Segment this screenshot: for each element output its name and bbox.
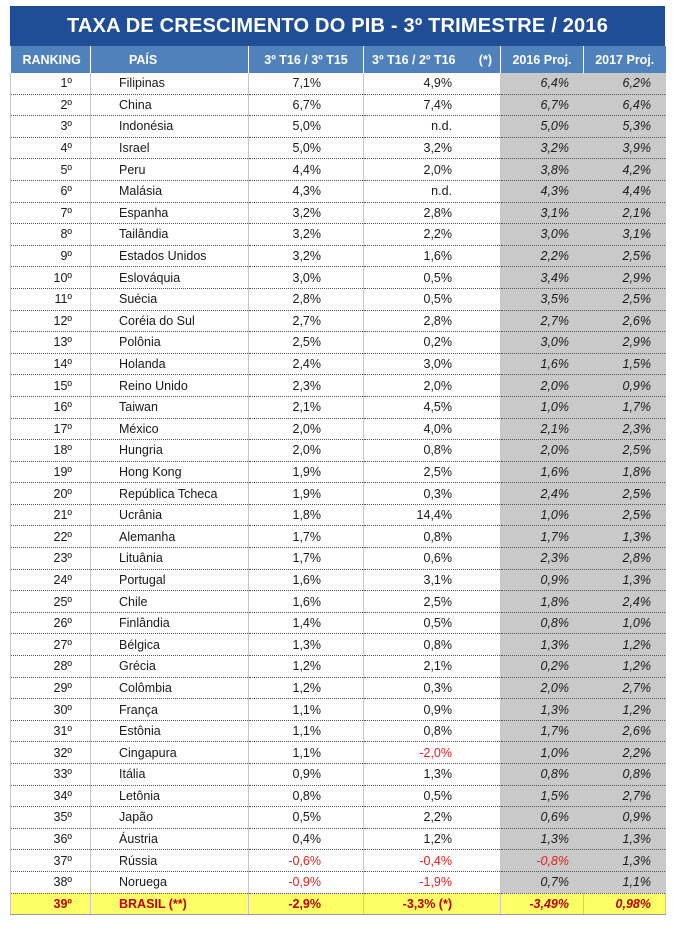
rank-cell: 37º [11,850,91,872]
country-cell: Bélgica [91,634,249,656]
country-cell: Finlândia [91,612,249,634]
yoy-cell: -0,6% [249,850,364,872]
qoq-cell: 14,4% [364,504,501,526]
yoy-cell: 1,9% [249,483,364,505]
table-row [11,807,666,829]
country-cell: Rússia [91,850,249,872]
proj-2017-cell: 2,1% [584,202,666,224]
proj-2016-cell: 3,1% [501,202,584,224]
table-row [11,159,666,181]
proj-2016-cell: 6,4% [501,73,584,94]
proj-2017-cell: 2,5% [584,504,666,526]
rank-cell: 22º [11,526,91,548]
yoy-cell: 3,0% [249,267,364,289]
proj-2016-cell: 0,9% [501,569,584,591]
country-cell: Alemanha [91,526,249,548]
table-row [11,764,666,786]
proj-2017-cell: 2,7% [584,785,666,807]
rank-cell: 30º [11,699,91,721]
proj-2017-cell: 4,4% [584,180,666,202]
table-row [11,332,666,354]
table-row [11,677,666,699]
rank-cell: 2º [11,94,91,116]
proj-2017-cell: 6,4% [584,94,666,116]
header-proj-2016: 2016 Proj. [501,46,584,73]
rank-cell: 21º [11,504,91,526]
qoq-cell: 1,2% [364,828,501,850]
yoy-cell: 6,7% [249,94,364,116]
country-cell: Eslováquia [91,267,249,289]
qoq-cell: 0,3% [364,483,501,505]
proj-2016-cell: 2,2% [501,245,584,267]
qoq-cell: 0,6% [364,548,501,570]
rank-cell: 25º [11,591,91,613]
qoq-cell: -3,3% (*) [364,893,501,915]
rank-cell: 36º [11,828,91,850]
proj-2017-cell: 1,7% [584,396,666,418]
qoq-cell: 1,3% [364,764,501,786]
qoq-cell: 4,0% [364,418,501,440]
qoq-cell: 2,1% [364,656,501,678]
table-row [11,612,666,634]
country-cell: Lituânia [91,548,249,570]
qoq-cell: 0,5% [364,612,501,634]
yoy-cell: 5,0% [249,116,364,138]
table-body [11,73,666,915]
country-cell: Suécia [91,288,249,310]
table-row [11,375,666,397]
proj-2017-cell: 5,3% [584,116,666,138]
proj-2017-cell: 2,7% [584,677,666,699]
proj-2017-cell: 2,5% [584,288,666,310]
proj-2016-cell: 0,8% [501,612,584,634]
table-row [11,483,666,505]
table-row [11,504,666,526]
proj-2017-cell: 3,9% [584,137,666,159]
rank-cell: 33º [11,764,91,786]
yoy-cell: 0,5% [249,807,364,829]
rank-cell: 28º [11,656,91,678]
rank-cell: 16º [11,396,91,418]
table-row [11,440,666,462]
proj-2016-cell: 3,2% [501,137,584,159]
country-cell: Coréia do Sul [91,310,249,332]
yoy-cell: 1,2% [249,656,364,678]
proj-2016-cell: 1,6% [501,461,584,483]
rank-cell: 3º [11,116,91,138]
country-cell: Israel [91,137,249,159]
qoq-cell: n.d. [364,116,501,138]
yoy-cell: -0,9% [249,871,364,893]
qoq-cell: 2,8% [364,310,501,332]
yoy-cell: 2,7% [249,310,364,332]
qoq-cell: n.d. [364,180,501,202]
yoy-cell: 7,1% [249,73,364,94]
country-cell: Ucrânia [91,504,249,526]
header-row [11,46,666,73]
proj-2017-cell: 0,9% [584,375,666,397]
table-row [11,245,666,267]
proj-2017-cell: 1,2% [584,656,666,678]
yoy-cell: 2,5% [249,332,364,354]
yoy-cell: 1,2% [249,677,364,699]
yoy-cell: 1,3% [249,634,364,656]
header-yoy: 3º T16 / 3º T15 [249,46,364,73]
yoy-cell: 3,2% [249,245,364,267]
yoy-cell: 1,1% [249,742,364,764]
yoy-cell: 1,7% [249,526,364,548]
country-cell: Estônia [91,720,249,742]
rank-cell: 7º [11,202,91,224]
proj-2017-cell: 2,4% [584,591,666,613]
gdp-ranking-table [10,46,666,915]
yoy-cell: 1,8% [249,504,364,526]
rank-cell: 8º [11,224,91,246]
yoy-cell: 3,2% [249,224,364,246]
country-cell: Estados Unidos [91,245,249,267]
qoq-cell: 0,5% [364,785,501,807]
yoy-cell: -2,9% [249,893,364,915]
country-cell: França [91,699,249,721]
yoy-cell: 1,9% [249,461,364,483]
proj-2017-cell: 1,2% [584,699,666,721]
proj-2017-cell: 2,6% [584,720,666,742]
qoq-cell: 2,8% [364,202,501,224]
proj-2017-cell: 0,98% [584,893,666,915]
table-row [11,180,666,202]
rank-cell: 18º [11,440,91,462]
table-row [11,634,666,656]
rank-cell: 6º [11,180,91,202]
proj-2017-cell: 1,0% [584,612,666,634]
qoq-cell: 0,8% [364,440,501,462]
rank-cell: 39º [11,893,91,915]
qoq-cell: 0,3% [364,677,501,699]
proj-2016-cell: 2,7% [501,310,584,332]
qoq-cell: 3,1% [364,569,501,591]
yoy-cell: 1,6% [249,591,364,613]
yoy-cell: 2,0% [249,440,364,462]
rank-cell: 35º [11,807,91,829]
country-cell: Hungria [91,440,249,462]
proj-2017-cell: 2,5% [584,245,666,267]
table-row [11,461,666,483]
proj-2017-cell: 2,6% [584,310,666,332]
qoq-cell: 2,5% [364,461,501,483]
proj-2017-cell: 4,2% [584,159,666,181]
proj-2017-cell: 2,3% [584,418,666,440]
qoq-cell: 0,2% [364,332,501,354]
proj-2017-cell: 6,2% [584,73,666,94]
country-cell: Colômbia [91,677,249,699]
country-cell: Itália [91,764,249,786]
yoy-cell: 1,4% [249,612,364,634]
country-cell: Indonésia [91,116,249,138]
table-row [11,116,666,138]
proj-2016-cell: -0,8% [501,850,584,872]
proj-2016-cell: 2,0% [501,677,584,699]
table-row [11,785,666,807]
country-cell: República Tcheca [91,483,249,505]
country-cell: Chile [91,591,249,613]
proj-2017-cell: 0,9% [584,807,666,829]
table-row [11,73,666,94]
country-cell: México [91,418,249,440]
rank-cell: 14º [11,353,91,375]
proj-2016-cell: 2,4% [501,483,584,505]
rank-cell: 5º [11,159,91,181]
proj-2017-cell: 3,1% [584,224,666,246]
table-row [11,202,666,224]
rank-cell: 29º [11,677,91,699]
proj-2016-cell: 0,2% [501,656,584,678]
table-row [11,353,666,375]
proj-2016-cell: 1,5% [501,785,584,807]
country-cell: Tailândia [91,224,249,246]
proj-2016-cell: 0,8% [501,764,584,786]
proj-2017-cell: 0,8% [584,764,666,786]
yoy-cell: 2,0% [249,418,364,440]
qoq-cell: 2,0% [364,375,501,397]
proj-2017-cell: 1,3% [584,569,666,591]
proj-2017-cell: 1,1% [584,871,666,893]
yoy-cell: 5,0% [249,137,364,159]
country-cell: Reino Unido [91,375,249,397]
yoy-cell: 2,1% [249,396,364,418]
header-pais: PAÍS [91,46,249,73]
qoq-cell: 7,4% [364,94,501,116]
qoq-cell: 2,2% [364,224,501,246]
table-row [11,591,666,613]
proj-2017-cell: 2,5% [584,440,666,462]
rank-cell: 20º [11,483,91,505]
rank-cell: 24º [11,569,91,591]
yoy-cell: 2,4% [249,353,364,375]
table-row [11,656,666,678]
proj-2016-cell: 3,8% [501,159,584,181]
rank-cell: 11º [11,288,91,310]
country-cell: Noruega [91,871,249,893]
qoq-cell: -0,4% [364,850,501,872]
proj-2017-cell: 2,2% [584,742,666,764]
proj-2016-cell: 1,0% [501,504,584,526]
rank-cell: 12º [11,310,91,332]
country-cell: Taiwan [91,396,249,418]
gdp-growth-table-panel [10,6,665,915]
proj-2016-cell: 2,0% [501,440,584,462]
yoy-cell: 0,4% [249,828,364,850]
qoq-cell: 0,8% [364,720,501,742]
yoy-cell: 2,8% [249,288,364,310]
yoy-cell: 1,7% [249,548,364,570]
rank-cell: 34º [11,785,91,807]
rank-cell: 10º [11,267,91,289]
qoq-cell: 4,5% [364,396,501,418]
qoq-cell: 3,2% [364,137,501,159]
yoy-cell: 4,4% [249,159,364,181]
rank-cell: 4º [11,137,91,159]
header-qoq-note: (*) [478,52,492,67]
rank-cell: 32º [11,742,91,764]
proj-2016-cell: 3,4% [501,267,584,289]
yoy-cell: 3,2% [249,202,364,224]
country-cell: Hong Kong [91,461,249,483]
proj-2017-cell: 1,3% [584,850,666,872]
proj-2016-cell: 1,0% [501,742,584,764]
qoq-cell: 3,0% [364,353,501,375]
table-row [11,288,666,310]
country-cell: Áustria [91,828,249,850]
table-row [11,828,666,850]
proj-2017-cell: 1,5% [584,353,666,375]
qoq-cell: -1,9% [364,871,501,893]
qoq-cell: -2,0% [364,742,501,764]
country-cell: Cingapura [91,742,249,764]
proj-2016-cell: 1,7% [501,720,584,742]
proj-2016-cell: 3,0% [501,332,584,354]
rank-cell: 15º [11,375,91,397]
proj-2016-cell: -3,49% [501,893,584,915]
country-cell: Portugal [91,569,249,591]
proj-2016-cell: 1,0% [501,396,584,418]
proj-2016-cell: 1,3% [501,699,584,721]
proj-2017-cell: 2,9% [584,267,666,289]
yoy-cell: 2,3% [249,375,364,397]
proj-2016-cell: 1,3% [501,828,584,850]
qoq-cell: 4,9% [364,73,501,94]
rank-cell: 38º [11,871,91,893]
qoq-cell: 0,5% [364,288,501,310]
rank-cell: 27º [11,634,91,656]
table-row [11,850,666,872]
qoq-cell: 0,9% [364,699,501,721]
rank-cell: 19º [11,461,91,483]
qoq-cell: 2,5% [364,591,501,613]
country-cell: Holanda [91,353,249,375]
header-qoq-label: 3º T16 / 2º T16 [372,52,456,67]
qoq-cell: 0,5% [364,267,501,289]
rank-cell: 31º [11,720,91,742]
table-row [11,418,666,440]
proj-2017-cell: 2,5% [584,483,666,505]
proj-2016-cell: 1,8% [501,591,584,613]
header-ranking: RANKING [11,46,91,73]
proj-2017-cell: 2,9% [584,332,666,354]
country-cell: Malásia [91,180,249,202]
proj-2017-cell: 1,2% [584,634,666,656]
rank-cell: 23º [11,548,91,570]
table-row [11,267,666,289]
qoq-cell: 2,2% [364,807,501,829]
proj-2016-cell: 5,0% [501,116,584,138]
country-cell: Japão [91,807,249,829]
table-title: TAXA DE CRESCIMENTO DO PIB - 3º TRIMESTRE / 2016 [10,6,665,46]
proj-2016-cell: 0,7% [501,871,584,893]
table-row [11,699,666,721]
table-row [11,310,666,332]
header-proj-2017: 2017 Proj. [584,46,666,73]
proj-2017-cell: 2,8% [584,548,666,570]
yoy-cell: 0,8% [249,785,364,807]
proj-2016-cell: 4,3% [501,180,584,202]
header-qoq [364,46,501,73]
country-cell: Letônia [91,785,249,807]
rank-cell: 26º [11,612,91,634]
table-row [11,548,666,570]
yoy-cell: 4,3% [249,180,364,202]
qoq-cell: 0,8% [364,634,501,656]
country-cell: Peru [91,159,249,181]
country-cell: Espanha [91,202,249,224]
country-cell: Polônia [91,332,249,354]
proj-2017-cell: 1,3% [584,828,666,850]
qoq-cell: 2,0% [364,159,501,181]
rank-cell: 17º [11,418,91,440]
rank-cell: 13º [11,332,91,354]
table-row [11,526,666,548]
table-row [11,224,666,246]
yoy-cell: 0,9% [249,764,364,786]
yoy-cell: 1,1% [249,720,364,742]
qoq-cell: 0,8% [364,526,501,548]
proj-2016-cell: 1,3% [501,634,584,656]
table-row [11,742,666,764]
table-row [11,871,666,893]
table-row [11,137,666,159]
proj-2016-cell: 2,1% [501,418,584,440]
proj-2017-cell: 1,8% [584,461,666,483]
rank-cell: 9º [11,245,91,267]
proj-2017-cell: 1,3% [584,526,666,548]
proj-2016-cell: 2,3% [501,548,584,570]
yoy-cell: 1,1% [249,699,364,721]
country-cell: Filipinas [91,73,249,94]
table-row [11,396,666,418]
table-row-brasil [11,893,666,915]
proj-2016-cell: 1,6% [501,353,584,375]
yoy-cell: 1,6% [249,569,364,591]
proj-2016-cell: 3,0% [501,224,584,246]
proj-2016-cell: 3,5% [501,288,584,310]
proj-2016-cell: 1,7% [501,526,584,548]
proj-2016-cell: 0,6% [501,807,584,829]
country-cell: China [91,94,249,116]
table-row [11,94,666,116]
rank-cell: 1º [11,73,91,94]
table-row [11,720,666,742]
country-cell: BRASIL (**) [91,893,249,915]
table-row [11,569,666,591]
country-cell: Grécia [91,656,249,678]
proj-2016-cell: 2,0% [501,375,584,397]
proj-2016-cell: 6,7% [501,94,584,116]
qoq-cell: 1,6% [364,245,501,267]
